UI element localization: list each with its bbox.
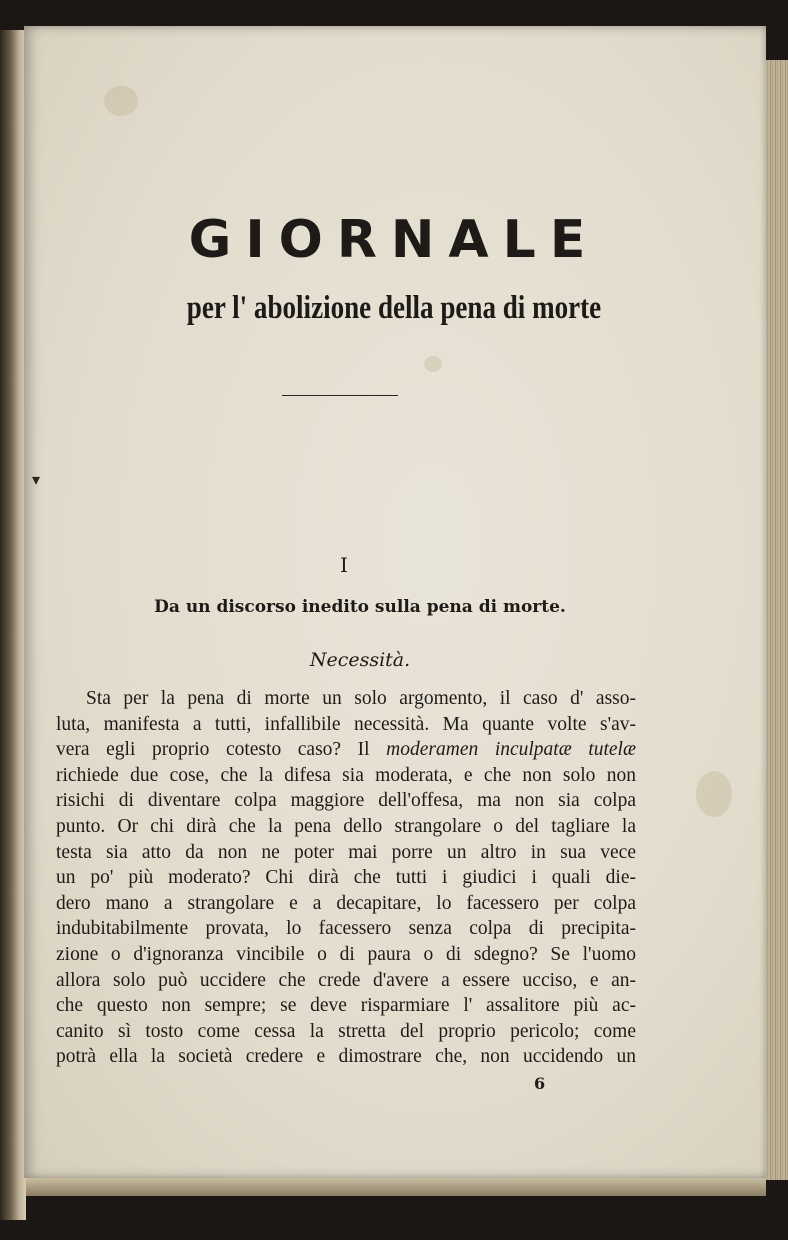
text-line: dero mano a strangolare e a decapitare, lo facessero per colpa <box>56 892 636 914</box>
text-line: punto. Or chi dirà che la pena dello strangolare o del tagliare la <box>56 815 636 837</box>
margin-mark: ▾ <box>32 470 41 489</box>
text-line: un po' più moderato? Chi dirà che tutti i giudici i quali die- <box>56 867 636 889</box>
body-text <box>56 686 636 1070</box>
title-divider <box>282 395 398 396</box>
text-line: indubitabilmente provata, lo facessero senza colpa di precipita- <box>56 918 636 940</box>
text-line: potrà ella la società credere e dimostrare che, non uccidendo un <box>56 1046 636 1068</box>
journal-title: GIORNALE <box>188 210 600 270</box>
text-line: risichi di diventare colpa maggiore dell'offesa, ma non sia colpa <box>56 790 636 812</box>
subsection-title: Necessità. <box>309 649 411 671</box>
page-edges-bottom <box>26 1176 766 1196</box>
text-line: Sta per la pena di morte un solo argomento, il caso d' asso- <box>86 688 636 709</box>
paper-stain <box>104 86 138 116</box>
text-line: allora solo può uccidere che crede d'avere a essere ucciso, e an- <box>56 969 636 991</box>
text-line-part: vera egli proprio cotesto caso? Il <box>56 739 387 761</box>
text-line <box>56 737 636 763</box>
book-spine <box>0 30 26 1220</box>
text-line: luta, manifesta a tutti, infallibile necessità. Ma quante volte s'av- <box>56 713 636 735</box>
section-title: Da un discorso inedito sulla pena di morte. <box>154 597 566 617</box>
text-line: zione o d'ignoranza vincibile o di paura o di sdegno? Se l'uomo <box>56 943 636 965</box>
paper-stain <box>696 771 732 817</box>
text-line: canito sì tosto come cessa la stretta del proprio pericolo; come <box>56 1020 636 1042</box>
page-number: 6 <box>534 1074 546 1093</box>
latin-phrase: moderamen inculpatæ tutelæ <box>386 739 636 761</box>
section-number: I <box>340 553 348 577</box>
paper-stain <box>424 356 442 372</box>
text-line: che questo non sempre; se deve risparmiare l' assalitore più ac- <box>56 995 636 1017</box>
text-line: testa sia atto da non ne poter mai porre un altro in sua vece <box>56 841 636 863</box>
journal-subtitle: per l' abolizione della pena di morte <box>186 290 602 326</box>
text-line: richiede due cose, che la difesa sia moderata, e che non solo non <box>56 764 636 786</box>
